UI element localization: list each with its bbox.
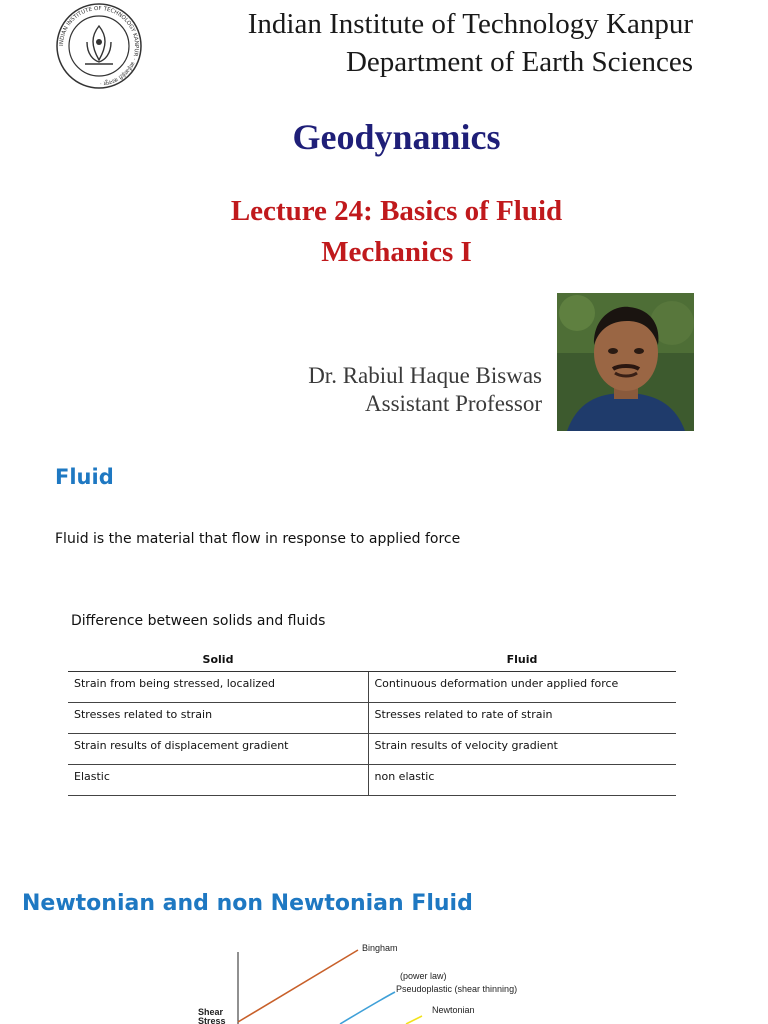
lecture-title-line1: Lecture 24: Basics of Fluid <box>230 195 563 227</box>
newtonian-curve <box>406 1016 422 1024</box>
table-header-fluid: Fluid <box>368 647 676 672</box>
power-law-label: (power law) <box>400 971 447 981</box>
course-title: Geodynamics <box>292 117 501 157</box>
y-axis-label-line2: Stress <box>198 1016 226 1024</box>
lecture-title-line2: Mechanics I <box>321 236 472 268</box>
table-cell: Strain results of velocity gradient <box>368 734 676 765</box>
author-photo <box>557 293 694 431</box>
pseudoplastic-curve <box>340 992 395 1024</box>
table-cell: Elastic <box>68 765 368 796</box>
table-cell: Continuous deformation under applied force <box>368 672 676 703</box>
section-heading-newtonian: Newtonian and non Newtonian Fluid <box>22 891 473 916</box>
bingham-curve <box>238 950 358 1022</box>
table-row <box>68 765 676 796</box>
table-row <box>68 703 676 734</box>
pseudoplastic-label: Pseudoplastic (shear thinning) <box>396 984 518 994</box>
table-row <box>68 672 676 703</box>
table-cell: Strain results of displacement gradient <box>68 734 368 765</box>
institute-seal-logo <box>55 2 143 90</box>
author-role: Assistant Professor <box>365 391 542 416</box>
table-header-solid: Solid <box>68 647 368 672</box>
table-cell: Stresses related to rate of strain <box>368 703 676 734</box>
svg-text:INDIAN INSTITUTE OF TECHNOLOGY: INDIAN INSTITUTE OF TECHNOLOGY KANPUR · आईआईटी कानपुर · <box>58 5 140 86</box>
institute-name: Indian Institute of Technology Kanpur <box>247 8 693 40</box>
newtonian-label: Newtonian <box>432 1005 475 1015</box>
table-cell: non elastic <box>368 765 676 796</box>
bingham-label: Bingham <box>362 943 398 953</box>
table-cell: Strain from being stressed, localized <box>68 672 368 703</box>
y-axis-label-line1: Shear <box>198 1007 224 1017</box>
comparison-table-title: Difference between solids and fluids <box>71 613 326 629</box>
table-header-row <box>68 647 676 672</box>
department-name: Department of Earth Sciences <box>345 46 693 78</box>
rheology-graph <box>190 940 530 1024</box>
solid-fluid-comparison-table <box>68 647 676 796</box>
author-name: Dr. Rabiul Haque Biswas <box>308 363 542 388</box>
section-heading-fluid: Fluid <box>55 465 114 489</box>
fluid-definition: Fluid is the material that flow in response to applied force <box>55 531 461 547</box>
table-row <box>68 734 676 765</box>
table-cell: Stresses related to strain <box>68 703 368 734</box>
